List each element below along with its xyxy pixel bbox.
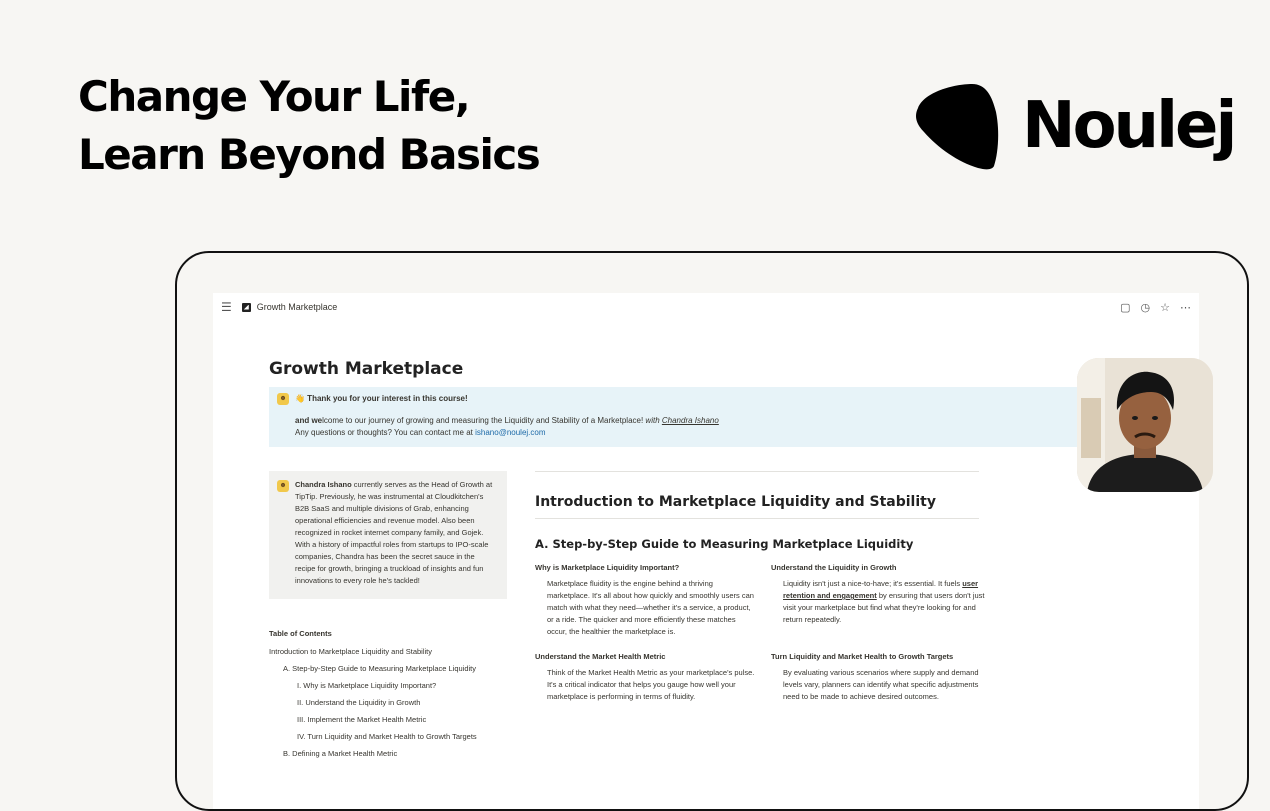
callout-body [295, 415, 1123, 439]
notion-page [213, 293, 1199, 811]
contact-text: Any questions or thoughts? You can contact me at [295, 428, 476, 437]
brand [914, 82, 1234, 170]
avatar-icon: ☻ [277, 480, 289, 492]
hero-title [78, 68, 539, 184]
bio-text [295, 479, 495, 587]
with-text: with [645, 416, 662, 425]
bio-name: Chandra Ishano [295, 480, 352, 489]
toc-item[interactable]: Introduction to Marketplace Liquidity and Stability [269, 647, 433, 656]
toc-item[interactable]: II. Understand the Liquidity in Growth [297, 698, 421, 707]
toc-item[interactable]: I. Why is Marketplace Liquidity Important? [297, 681, 437, 690]
divider [535, 518, 979, 519]
instructor-video [1077, 358, 1213, 492]
bio-callout [269, 471, 507, 599]
menu-icon[interactable]: ☰ [221, 300, 232, 314]
more-icon[interactable]: ⋯ [1180, 301, 1191, 314]
hero-title-line-2: Learn Beyond Basics [78, 130, 540, 179]
brand-name: Noulej [1022, 89, 1235, 163]
bio-description: currently serves as the Head of Growth at TipTip. Previously, he was instrumental at Cloudkitchen's B2B SaaS and multiple divisions of Grab, enhancing operational efficiencies and revenue model. Also been recognized in rocket internet company family, and Gojek. With a history of impactful roles from startups to IPO-scale companies, Chandra has been the secret sauce in the recipe for growth, bringing a truckload of insights and fun innovations to every role he's tackled! [295, 480, 493, 585]
content-cards [535, 563, 985, 703]
content-card [771, 652, 993, 703]
breadcrumb[interactable]: Growth Marketplace [256, 302, 338, 312]
card-title: Understand the Liquidity in Growth [771, 563, 897, 572]
intro-heading: Introduction to Marketplace Liquidity and Stability [535, 494, 936, 510]
toc-item[interactable]: B. Defining a Market Health Metric [283, 749, 398, 758]
table-of-contents [269, 629, 519, 766]
card-text-before: Liquidity isn't just a nice-to-have; it's essential. It fuels [783, 579, 963, 588]
welcome-callout [269, 387, 1131, 447]
email-link[interactable]: ishano@noulej.com [475, 428, 546, 437]
card-text: Think of the Market Health Metric as your marketplace's pulse. It's a critical indicator that helps you gauge how well your marketplace is performing in terms of fluidity. [547, 668, 755, 701]
content-card [535, 652, 757, 703]
welcome-text: lcome to our journey of growing and measuring the Liquidity and Stability of a Marketplace! [322, 416, 646, 425]
card-text: Marketplace fluidity is the engine behind a thriving marketplace. It's all about how quickly and smoothly users can match with what they need—whether it's a service, a product, or a ride. The quicker and more efficiently these matches occur, the healthier the marketplace is. [547, 579, 754, 636]
card-text-highlight: user retention and engagement [783, 579, 979, 600]
welcome-bold: and we [295, 416, 323, 425]
card-title: Turn Liquidity and Market Health to Growth Targets [771, 652, 954, 661]
toc-item[interactable]: IV. Turn Liquidity and Market Health to Growth Targets [297, 732, 477, 741]
card-text: By evaluating various scenarios where supply and demand levels vary, planners can identify what specific adjustments need to be made to achieve desired outcomes. [783, 668, 979, 701]
main-content [535, 471, 985, 703]
card-title: Understand the Market Health Metric [535, 652, 666, 661]
clock-icon[interactable]: ◷ [1140, 301, 1151, 314]
divider [535, 471, 979, 472]
toc-title: Table of Contents [269, 629, 332, 638]
toc-item[interactable]: III. Implement the Market Health Metric [297, 715, 427, 724]
card-title: Why is Marketplace Liquidity Important? [535, 563, 680, 572]
page-content [269, 359, 1149, 758]
content-card [771, 563, 993, 638]
card-text-after: by ensuring that users don't just visit your marketplace but find what they're looking for and return repeatedly. [783, 591, 985, 624]
author-link[interactable]: Chandra Ishano [661, 416, 719, 425]
comment-icon[interactable]: ▢ [1120, 301, 1131, 314]
card-text [771, 578, 993, 626]
hero-title-line-1: Change Your Life, [78, 72, 470, 121]
content-card [535, 563, 757, 638]
topbar-actions [1120, 301, 1191, 314]
blob-logo-icon [914, 82, 1000, 170]
topbar [213, 293, 1199, 321]
instructor-portrait [1077, 358, 1213, 492]
avatar-icon: ☻ [277, 393, 289, 405]
star-icon[interactable]: ☆ [1160, 301, 1170, 314]
step-heading: A. Step-by-Step Guide to Measuring Marketplace Liquidity [535, 537, 914, 551]
callout-heading: 👋 Thank you for your interest in this course! [295, 394, 468, 403]
page-title: Growth Marketplace [269, 359, 464, 379]
toc-item[interactable]: A. Step-by-Step Guide to Measuring Marketplace Liquidity [283, 664, 477, 673]
page-icon [242, 303, 251, 312]
app-window-frame [175, 251, 1249, 811]
